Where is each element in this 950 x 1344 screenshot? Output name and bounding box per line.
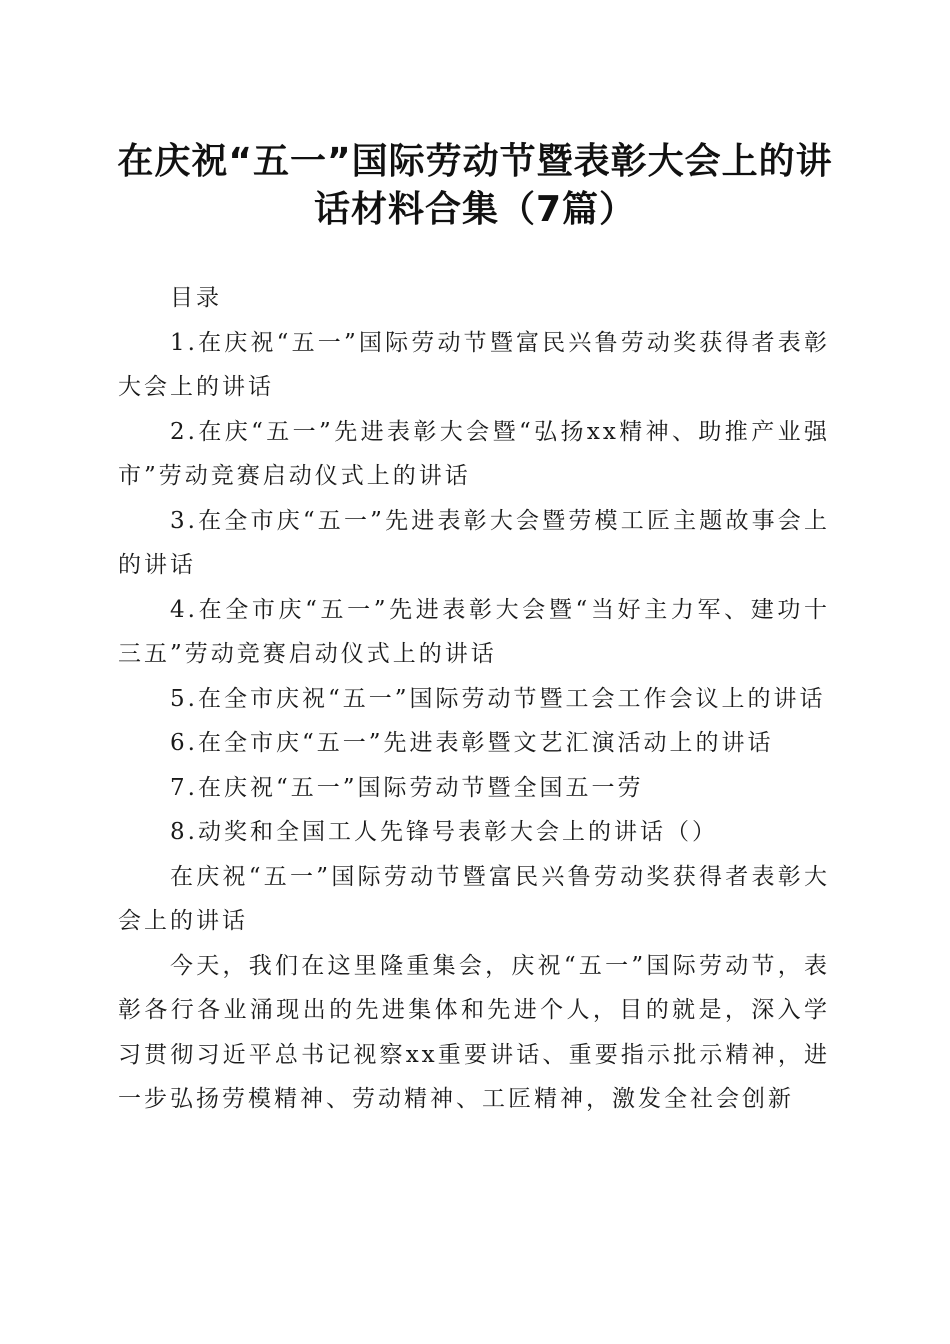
document-title — [110, 138, 840, 234]
section-title: 在庆祝“五一”国际劳动节暨富民兴鲁劳动奖获得者表彰大会上的讲话 — [118, 863, 830, 934]
toc-item: 4.在全市庆“五一”先进表彰大会暨“当好主力军、建功十三五”劳动竞赛启动仪式上的讲话 — [118, 596, 830, 667]
toc-item: 7.在庆祝“五一”国际劳动节暨全国五一劳 — [170, 774, 644, 801]
document-body — [118, 276, 830, 1122]
toc-item: 8.动奖和全国工人先锋号表彰大会上的讲话（） — [170, 819, 718, 845]
title-line-2: 话材料合集（7篇） — [313, 189, 637, 230]
body-paragraph: 今天，我们在这里隆重集会，庆祝“五一”国际劳动节，表彰各行各业涌现出的先进集体和先进个人，目的就是，深入学习贯彻习近平总书记视察xx重要讲话、重要指示批示精神，进一步弘扬劳模精神、劳动精神、工匠精神，激发全社会创新 — [118, 952, 830, 1112]
toc-item: 3.在全市庆“五一”先进表彰大会暨劳模工匠主题故事会上的讲话 — [118, 507, 830, 578]
toc-item: 1.在庆祝“五一”国际劳动节暨富民兴鲁劳动奖获得者表彰大会上的讲话 — [118, 329, 830, 400]
toc-item: 6.在全市庆“五一”先进表彰暨文艺汇演活动上的讲话 — [170, 730, 774, 756]
toc-heading: 目录 — [170, 285, 222, 311]
toc-item: 5.在全市庆祝“五一”国际劳动节暨工会工作会议上的讲话 — [170, 685, 826, 712]
title-line-1: 在庆祝“五一”国际劳动节暨表彰大会上的讲 — [117, 141, 833, 182]
toc-item: 2.在庆“五一”先进表彰大会暨“弘扬xx精神、助推产业强市”劳动竞赛启动仪式上的讲话 — [118, 418, 830, 489]
